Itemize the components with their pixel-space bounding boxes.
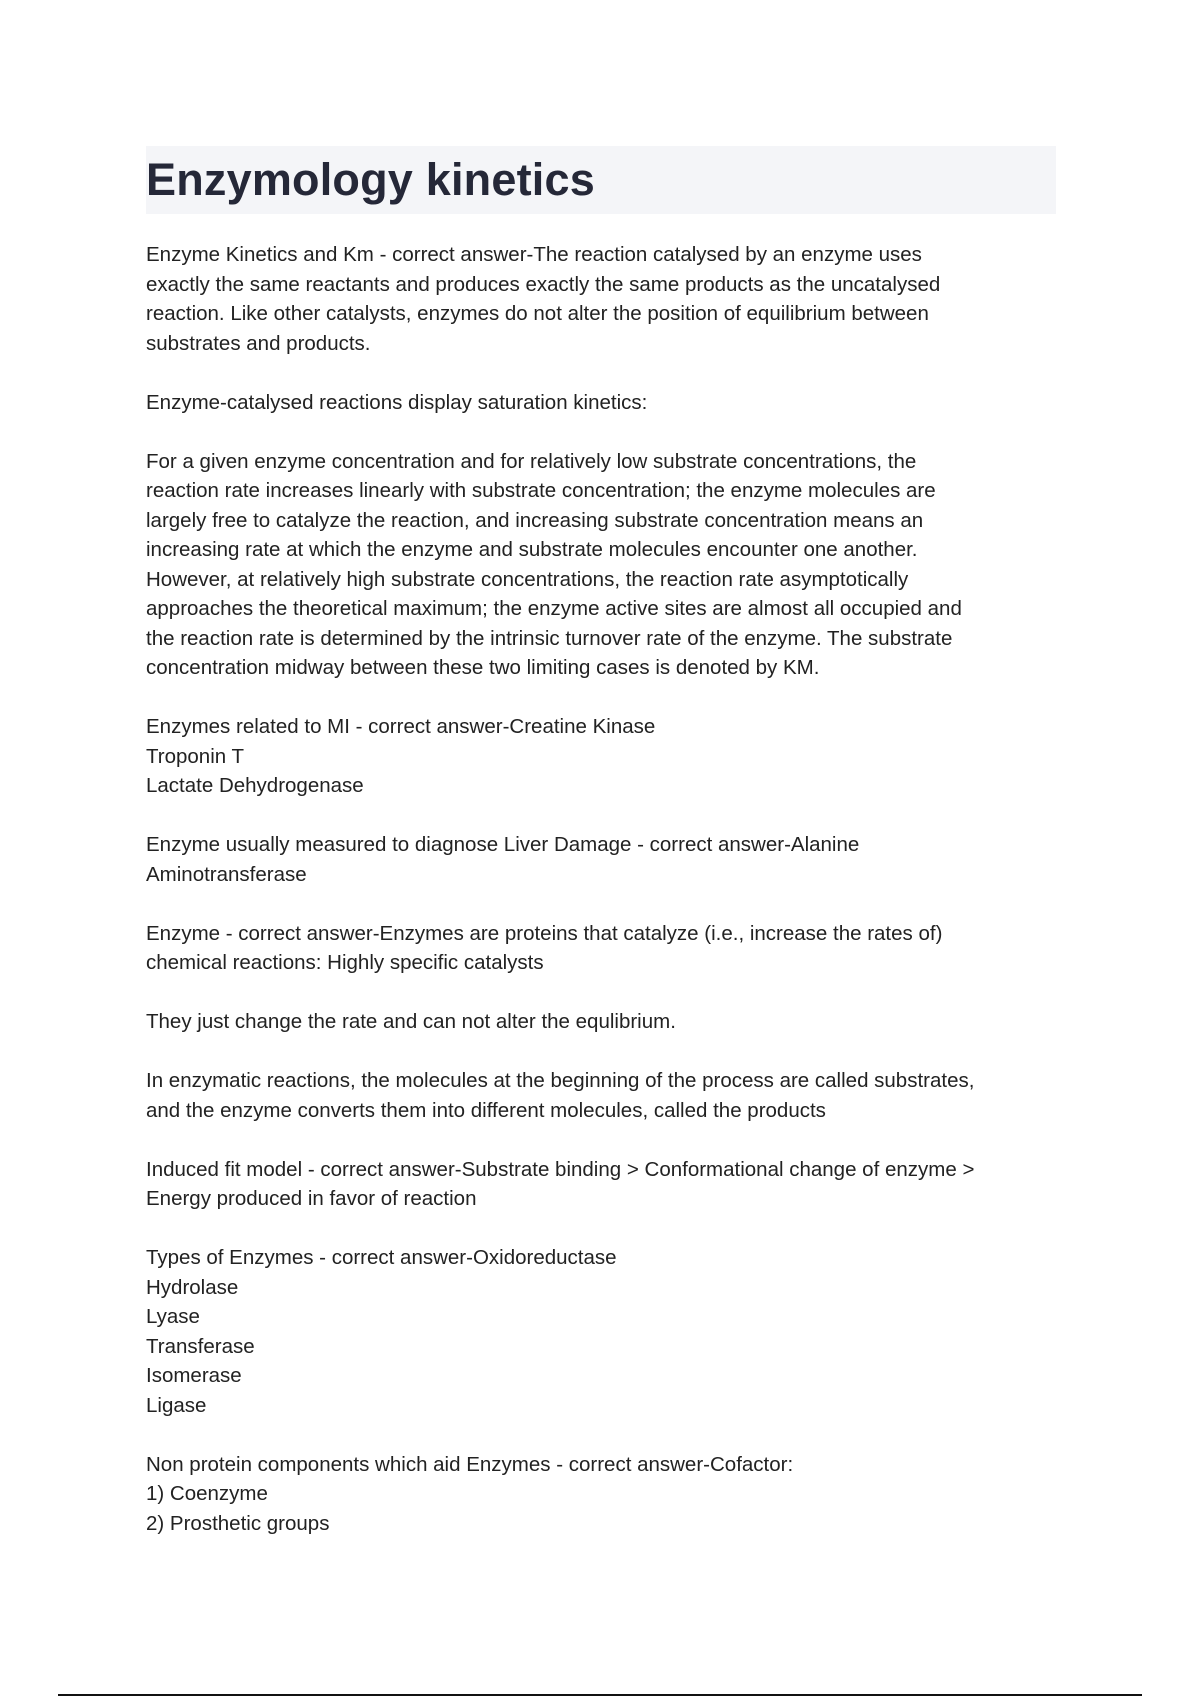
text-line: Transferase (146, 1334, 255, 1358)
text-line: Enzyme-catalysed reactions display saturation kinetics: (146, 390, 648, 414)
text-line: 1) Coenzyme (146, 1482, 268, 1505)
paragraph-substrates-products (146, 1066, 1056, 1125)
paragraph-substrate-concentration (146, 447, 1056, 683)
text-line: Types of Enzymes - correct answer-Oxidoreductase (146, 1246, 617, 1269)
paragraph-saturation-kinetics (146, 388, 1056, 418)
text-line: Non protein components which aid Enzymes - correct answer-Cofactor: (146, 1452, 794, 1476)
text-line: Lactate Dehydrogenase (146, 774, 364, 797)
text-line: Hydrolase (146, 1275, 239, 1299)
document-page (146, 146, 1056, 1568)
text-line: Aminotransferase (146, 862, 307, 886)
text-line: exactly the same reactants and produces exactly the same products as the uncatalysed (146, 272, 941, 296)
text-line: approaches the theoretical maximum; the enzyme active sites are almost all occupied and (146, 597, 962, 620)
text-line: Lyase (146, 1305, 200, 1328)
text-line: They just change the rate and can not alter the equlibrium. (146, 1010, 676, 1033)
text-line: Energy produced in favor of reaction (146, 1187, 477, 1210)
paragraph-cofactors (146, 1450, 1056, 1539)
text-line: Ligase (146, 1393, 207, 1417)
text-line: reaction rate increases linearly with substrate concentration; the enzyme molecules are (146, 479, 936, 502)
text-line: substrates and products. (146, 331, 371, 355)
text-line: concentration midway between these two limiting cases is denoted by KM. (146, 656, 820, 679)
paragraph-enzyme-kinetics-km (146, 240, 1056, 358)
text-line: Troponin T (146, 744, 244, 768)
text-line: Enzyme Kinetics and Km - correct answer-The reaction catalysed by an enzyme uses (146, 243, 922, 266)
paragraph-liver-damage (146, 830, 1056, 889)
text-line: increasing rate at which the enzyme and substrate molecules encounter one another. (146, 538, 918, 561)
text-line: Enzymes related to MI - correct answer-Creatine Kinase (146, 715, 656, 738)
text-line: For a given enzyme concentration and for relatively low substrate concentrations, the (146, 449, 917, 473)
footer-divider (58, 1694, 1142, 1696)
text-line: Enzyme - correct answer-Enzymes are proteins that catalyze (i.e., increase the rates of) (146, 921, 943, 945)
text-line: Enzyme usually measured to diagnose Liver Damage - correct answer-Alanine (146, 833, 860, 856)
page-title: Enzymology kinetics (146, 154, 595, 205)
text-line: largely free to catalyze the reaction, and increasing substrate concentration means an (146, 508, 924, 532)
text-line: chemical reactions: Highly specific catalysts (146, 951, 544, 974)
text-line: reaction. Like other catalysts, enzymes do not alter the position of equilibrium between (146, 302, 929, 325)
paragraph-enzymes-mi (146, 712, 1056, 801)
paragraph-equilibrium (146, 1007, 1056, 1037)
paragraph-induced-fit (146, 1155, 1056, 1214)
paragraph-enzyme-definition (146, 919, 1056, 978)
text-line: the reaction rate is determined by the intrinsic turnover rate of the enzyme. The substrate (146, 626, 953, 650)
text-line: In enzymatic reactions, the molecules at the beginning of the process are called substrates, (146, 1069, 975, 1092)
title-bar (146, 146, 1056, 214)
text-line: and the enzyme converts them into different molecules, called the products (146, 1098, 826, 1122)
document-body (146, 240, 1056, 1538)
text-line: Isomerase (146, 1364, 242, 1387)
text-line: Induced fit model - correct answer-Substrate binding > Conformational change of enzyme > (146, 1157, 975, 1181)
paragraph-types-of-enzymes (146, 1243, 1056, 1420)
text-line: However, at relatively high substrate concentrations, the reaction rate asymptotically (146, 567, 909, 591)
text-line: 2) Prosthetic groups (146, 1511, 330, 1535)
